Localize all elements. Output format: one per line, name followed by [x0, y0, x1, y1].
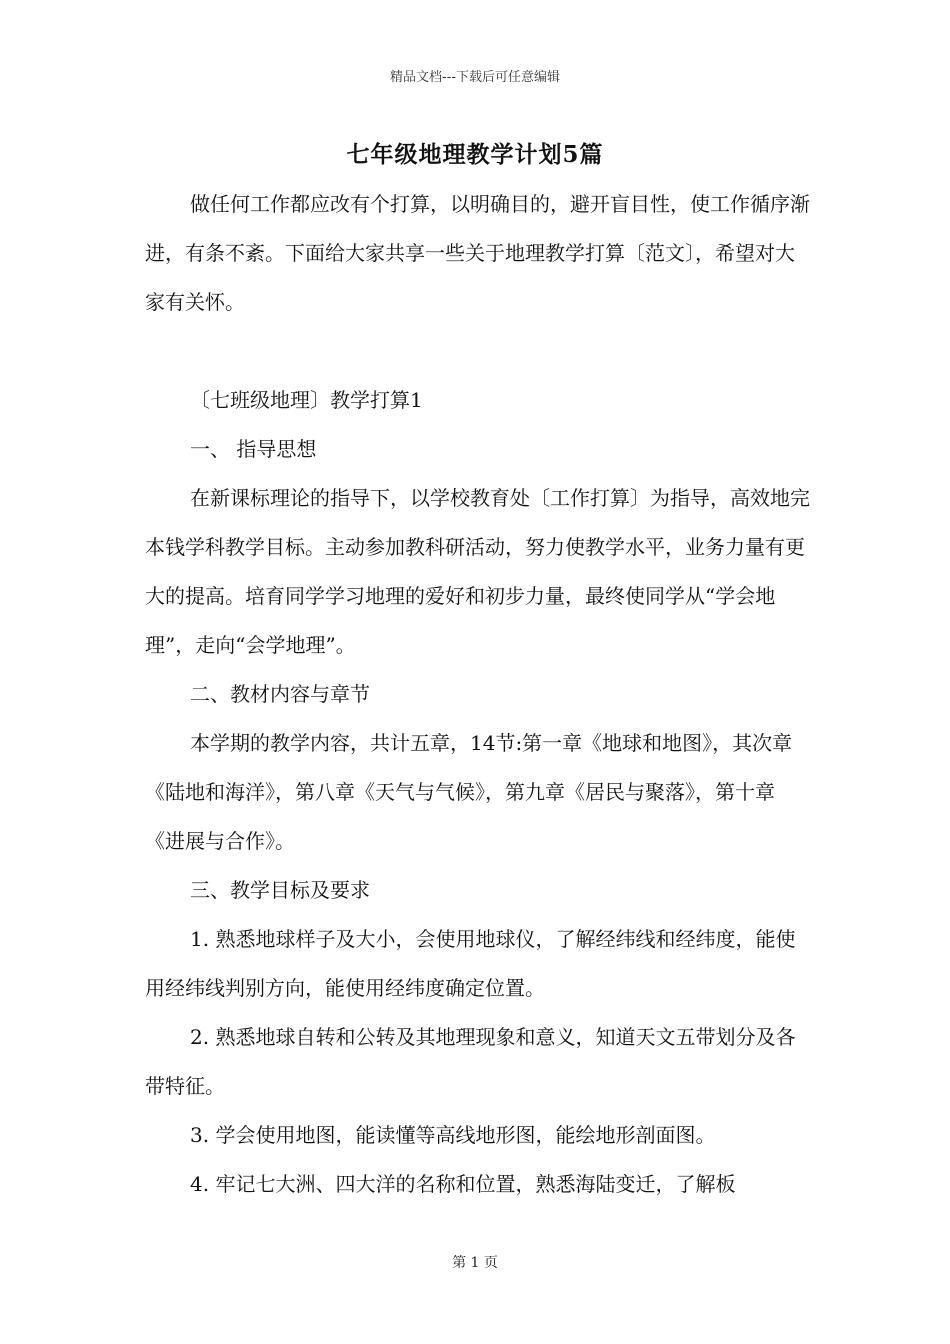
section-gap: [145, 327, 810, 376]
document-title: 七年级地理教学计划5篇: [346, 141, 604, 168]
heading-goals: 三、教学目标及要求: [190, 878, 370, 902]
list-item: 2. 熟悉地球自转和公转及其地理现象和意义，知道天文五带划分及各带特征。: [145, 1025, 796, 1098]
page-header: 精品文档---下载后可任意编辑: [389, 70, 561, 85]
paragraph-content-chapters: 本学期的教学内容，共计五章，14节:第一章《地球和地图》，其次章《陆地和海洋》，第八章《天气与气候》，第九章《居民与聚落》，第十章《进展与合作》。: [145, 731, 793, 853]
section-title: 〔七班级地理〕教学打算1: [190, 388, 423, 412]
document-body: [145, 180, 810, 1209]
page-number: 第 1 页: [452, 1255, 498, 1271]
list-item: 4. 牢记七大洲、四大洋的名称和位置，熟悉海陆变迁，了解板: [190, 1172, 736, 1196]
list-item: 3. 学会使用地图，能读懂等高线地形图，能绘地形剖面图。: [190, 1123, 716, 1147]
heading-guiding-ideology: 一、 指导思想: [190, 437, 317, 461]
list-item: 1. 熟悉地球样子及大小，会使用地球仪，了解经纬线和经纬度，能使用经纬线判别方向，能使用经纬度确定位置。: [145, 927, 796, 1000]
paragraph-guiding-ideology: 在新课标理论的指导下，以学校教育处〔工作打算〕为指导，高效地完本钱学科教学目标。主动参加教科研活动，努力使教学水平，业务力量有更大的提高。培育同学学习地理的爱好和初步力量，最终使同学从“学会地理”，走向“会学地理”。: [145, 486, 810, 657]
intro-paragraph: 做任何工作都应改有个打算，以明确目的，避开盲目性，使工作循序渐进，有条不紊。下面给大家共享一些关于地理教学打算〔范文〕，希望对大家有关怀。: [145, 192, 810, 314]
heading-content-chapters: 二、教材内容与章节: [190, 682, 370, 706]
